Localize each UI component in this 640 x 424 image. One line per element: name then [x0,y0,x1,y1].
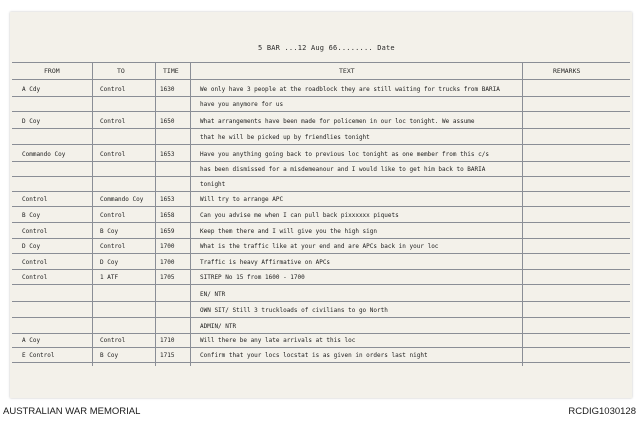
row-time-cell: 1653 [160,196,175,203]
row-rule [12,238,630,239]
row-rule [12,362,630,363]
row-from-cell: A Cdy [22,86,41,93]
row-time-cell: 1658 [160,212,175,219]
sheet-header: 5 BAR ...12 Aug 66........ Date [258,44,395,52]
row-time-cell: 1659 [160,228,175,235]
row-time-cell: 1705 [160,274,175,281]
row-text-cell: We only have 3 people at the roadblock they are still waiting for trucks from BARIA [200,86,500,93]
col-header-to: TO [117,67,125,75]
row-from-cell: Commando Coy [22,151,66,158]
row-to-cell: Control [100,243,126,250]
row-time-cell: 1653 [160,151,175,158]
row-rule [12,347,630,348]
row-time-cell: 1700 [160,259,175,266]
row-from-cell: D Coy [22,243,41,250]
row-to-cell: 1 ATF [100,274,119,281]
row-to-cell: Control [100,212,126,219]
row-rule [12,317,630,318]
footer-id: RCDIG1030128 [568,406,636,417]
row-time-cell: 1630 [160,86,175,93]
row-text-cell: OWN SIT/ Still 3 truckloads of civilians to go North [200,307,388,314]
col-divider-3 [190,62,191,366]
row-from-cell: Control [22,196,48,203]
header-bottom-rule [12,79,630,80]
row-rule [12,191,630,192]
row-to-cell: D Coy [100,259,119,266]
row-from-cell: Control [22,259,48,266]
row-rule [12,96,630,97]
col-header-remarks: REMARKS [553,67,581,75]
row-to-cell: Control [100,337,126,344]
row-text-cell: Will there be any late arrivals at this loc [200,337,356,344]
col-divider-4 [522,62,523,366]
row-to-cell: Control [100,86,126,93]
row-time-cell: 1650 [160,118,175,125]
row-from-cell: Control [22,274,48,281]
header-top-rule [12,62,630,63]
row-from-cell: Control [22,228,48,235]
row-time-cell: 1700 [160,243,175,250]
row-rule [12,284,630,285]
col-header-from: FROM [44,67,60,75]
row-text-cell: What arrangements have been made for policemen in our loc tonight. We assume [200,118,475,125]
col-header-time: TIME [163,67,179,75]
col-divider-2 [155,62,156,366]
row-from-cell: B Coy [22,212,41,219]
row-rule [12,161,630,162]
row-text-cell: Will try to arrange APC [200,196,284,203]
row-to-cell: Commando Coy [100,196,144,203]
row-rule [12,333,630,334]
col-divider-1 [92,62,93,366]
row-text-cell: Keep them there and I will give you the high sign [200,228,378,235]
row-rule [12,301,630,302]
row-text-cell: EN/ NTR [200,291,226,298]
row-rule [12,111,630,112]
row-text-cell: Confirm that your locs locstat is as given in orders last night [200,352,428,359]
row-rule [12,206,630,207]
row-to-cell: Control [100,151,126,158]
row-to-cell: Control [100,118,126,125]
row-text-cell: What is the traffic like at your end and are APCs back in your loc [200,243,439,250]
row-time-cell: 1710 [160,337,175,344]
row-rule [12,253,630,254]
row-text-cell: Traffic is heavy Affirmative on APCs [200,259,331,266]
row-rule [12,128,630,129]
row-from-cell: A Coy [22,337,41,344]
row-text-cell: has been dismissed for a misdemeanour and I would like to get him back to BARIA [200,166,486,173]
row-text-cell: Have you anything going back to previous loc tonight as one member from this c/s [200,151,489,158]
row-rule [12,269,630,270]
row-to-cell: B Coy [100,228,119,235]
row-to-cell: B Coy [100,352,119,359]
row-from-cell: E Control [22,352,55,359]
row-time-cell: 1715 [160,352,175,359]
row-rule [12,144,630,145]
row-text-cell: SITREP No 15 from 1600 - 1700 [200,274,305,281]
row-text-cell: ADMIN/ NTR [200,323,237,330]
row-text-cell: Can you advise me when I can pull back pixxxxxx piquets [200,212,399,219]
col-header-text: TEXT [339,67,355,75]
row-text-cell: that he will be picked up by friendlies tonight [200,134,370,141]
row-rule [12,176,630,177]
row-rule [12,222,630,223]
row-text-cell: tonight [200,181,226,188]
footer-credit: AUSTRALIAN WAR MEMORIAL [3,406,141,417]
row-text-cell: have you anymore for us [200,101,284,108]
row-from-cell: D Coy [22,118,41,125]
